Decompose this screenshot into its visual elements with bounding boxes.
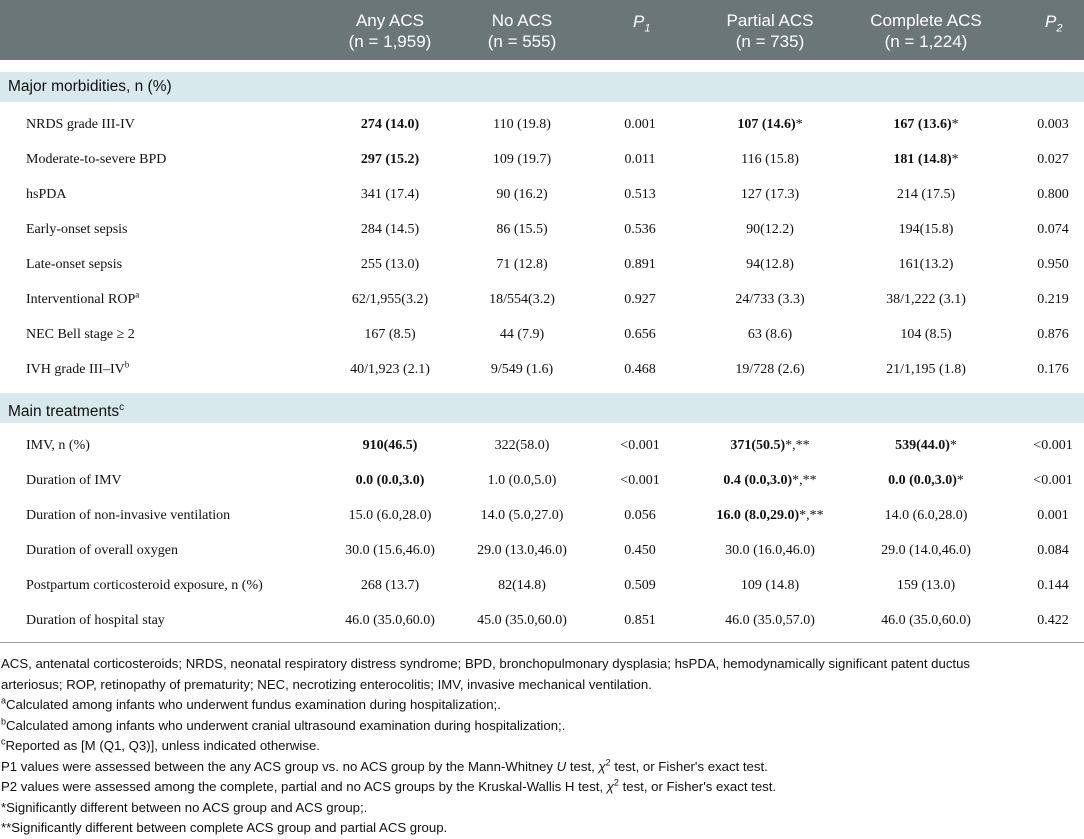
cell-complete: 21/1,195 (1.8) bbox=[886, 362, 966, 377]
cell-p1: 0.001 bbox=[624, 117, 656, 132]
cell-any: 62/1,955(3.2) bbox=[351, 292, 429, 307]
cell-partial: 30.0 (16.0,46.0) bbox=[725, 543, 815, 558]
table-row bbox=[0, 463, 1084, 498]
cell-any: 341 (17.4) bbox=[360, 187, 420, 202]
table-row bbox=[0, 498, 1084, 533]
cell-any: 910(46.5) bbox=[362, 438, 418, 453]
cell-any: 274 (14.0) bbox=[360, 117, 420, 132]
cell-partial: 0.4 (0.0,3.0)*,** bbox=[723, 473, 817, 488]
row-label: Duration of overall oxygen bbox=[26, 543, 179, 558]
section-main-treatments: Main treatments$^c$ bbox=[0, 393, 1084, 423]
cell-p2: 0.176 bbox=[1037, 362, 1069, 377]
cell-p1: 0.056 bbox=[624, 508, 656, 523]
cell-no: 18/554(3.2) bbox=[489, 292, 555, 307]
section-major-morbidities: Major morbidities, n (%) bbox=[0, 72, 1084, 102]
cell-complete: 38/1,222 (3.1) bbox=[886, 292, 966, 307]
row-label: Postpartum corticosteroid exposure, n (%) bbox=[26, 578, 263, 593]
footnote-a: $^a$Calculated among infants who underwent fundus examination during hospitalization;. bbox=[1, 695, 501, 712]
cell-no: 322(58.0) bbox=[494, 438, 550, 453]
cell-no: 44 (7.9) bbox=[499, 327, 545, 342]
row-label: hsPDA bbox=[26, 187, 67, 202]
cell-p2: <0.001 bbox=[1033, 438, 1073, 453]
cell-complete: 161(13.2) bbox=[898, 257, 954, 272]
cell-no: 9/549 (1.6) bbox=[490, 362, 554, 377]
cell-any: 15.0 (6.0,28.0) bbox=[348, 508, 432, 523]
cell-partial: 371(50.5)*,** bbox=[730, 438, 810, 453]
row-label: Moderate-to-severe BPD bbox=[26, 152, 167, 167]
cell-complete: 14.0 (6.0,28.0) bbox=[884, 508, 968, 523]
table-row bbox=[0, 282, 1084, 317]
header-p2: $P_2$ bbox=[1045, 12, 1063, 35]
cell-partial: 90(12.2) bbox=[746, 222, 794, 237]
cell-complete: 539(44.0)* bbox=[895, 438, 957, 453]
row-label: Interventional ROP$^a$ bbox=[26, 289, 140, 307]
cell-partial: 63 (8.6) bbox=[747, 327, 793, 342]
cell-complete: 214 (17.5) bbox=[896, 187, 956, 202]
cell-partial: 109 (14.8) bbox=[740, 578, 800, 593]
cell-p1: 0.509 bbox=[624, 578, 656, 593]
cell-p2: 0.144 bbox=[1037, 578, 1069, 593]
row-label: Duration of non-invasive ventilation bbox=[26, 508, 231, 523]
table-row bbox=[0, 428, 1084, 463]
cell-no: 90 (16.2) bbox=[496, 187, 548, 202]
cell-no: 109 (19.7) bbox=[492, 152, 552, 167]
cell-any: 0.0 (0.0,3.0) bbox=[355, 473, 425, 488]
table-row bbox=[0, 107, 1084, 142]
table-row bbox=[0, 533, 1084, 568]
footnote-double-star: **Significantly different between complete ACS group and partial ACS group. bbox=[1, 820, 448, 835]
cell-p2: 0.876 bbox=[1037, 327, 1069, 342]
cell-p1: 0.450 bbox=[624, 543, 656, 558]
table-footnotes bbox=[0, 654, 1084, 839]
table-row bbox=[0, 352, 1084, 387]
cell-no: 29.0 (13.0,46.0) bbox=[477, 543, 567, 558]
table-bottom-rule bbox=[0, 642, 1084, 643]
footnote-c: $^c$Reported as [M (Q1, Q3)], unless indicated otherwise. bbox=[1, 736, 320, 753]
cell-p1: 0.927 bbox=[624, 292, 656, 307]
cell-p2: 0.219 bbox=[1037, 292, 1069, 307]
table-row bbox=[0, 317, 1084, 352]
cell-p2: 0.422 bbox=[1037, 613, 1069, 628]
cell-partial: 94(12.8) bbox=[746, 257, 794, 272]
row-label: NRDS grade III-IV bbox=[26, 117, 135, 132]
footnote-p2: P2 values were assessed among the complete, partial and no ACS groups by the Kruskal-Wallis H test, $\chi^2$ test, or Fisher's exact test. bbox=[1, 777, 777, 794]
header-any-acs: Any ACS (n = 1,959) bbox=[348, 11, 432, 51]
footnote-p1: P1 values were assessed between the any ACS group vs. no ACS group by the Mann-Whitney U test, $\chi^2$ test, or Fisher's exact test. bbox=[1, 757, 768, 774]
cell-p2: 0.003 bbox=[1037, 117, 1069, 132]
cell-complete: 104 (8.5) bbox=[900, 327, 952, 342]
table-row bbox=[0, 247, 1084, 282]
header-p1: $P_1$ bbox=[633, 12, 651, 35]
cell-p1: 0.011 bbox=[624, 152, 656, 167]
cell-complete: 29.0 (14.0,46.0) bbox=[881, 543, 971, 558]
row-label: NEC Bell stage ≥ 2 bbox=[26, 327, 135, 342]
cell-any: 284 (14.5) bbox=[360, 222, 420, 237]
cell-complete: 0.0 (0.0,3.0)* bbox=[888, 473, 964, 488]
cell-no: 1.0 (0.0,5.0) bbox=[487, 473, 557, 488]
header-partial-acs: Partial ACS (n = 735) bbox=[726, 11, 814, 51]
footnote-star: *Significantly different between no ACS group and ACS group;. bbox=[1, 799, 368, 815]
table-row bbox=[0, 568, 1084, 603]
row-label: IMV, n (%) bbox=[26, 438, 90, 453]
row-label: Early-onset sepsis bbox=[26, 222, 128, 237]
cell-complete: 167 (13.6)* bbox=[893, 117, 959, 132]
cell-p1: 0.891 bbox=[624, 257, 656, 272]
cell-any: 30.0 (15.6,46.0) bbox=[345, 543, 435, 558]
cell-p2: 0.001 bbox=[1037, 508, 1069, 523]
cell-p2: 0.950 bbox=[1037, 257, 1069, 272]
cell-p1: <0.001 bbox=[620, 438, 660, 453]
cell-complete: 46.0 (35.0,60.0) bbox=[881, 613, 971, 628]
footnote-b: $^b$Calculated among infants who underwent cranial ultrasound examination during hospitalization;. bbox=[1, 716, 566, 733]
cell-any: 46.0 (35.0,60.0) bbox=[345, 613, 435, 628]
cell-no: 82(14.8) bbox=[498, 578, 546, 593]
cell-partial: 19/728 (2.6) bbox=[735, 362, 805, 377]
cell-p1: 0.536 bbox=[624, 222, 656, 237]
footnote-abbreviations-1: ACS, antenatal corticosteroids; NRDS, neonatal respiratory distress syndrome; BPD, bronchopulmonary dysplasia; hsPDA, hemodynamically significant patent ductus bbox=[1, 656, 971, 671]
header-no-acs: No ACS (n = 555) bbox=[487, 11, 557, 51]
row-label: Duration of IMV bbox=[26, 473, 122, 488]
cell-p2: 0.027 bbox=[1037, 152, 1069, 167]
cell-p2: 0.084 bbox=[1037, 543, 1069, 558]
cell-p1: 0.468 bbox=[624, 362, 656, 377]
cell-no: 86 (15.5) bbox=[496, 222, 548, 237]
cell-p1: <0.001 bbox=[620, 473, 660, 488]
cell-any: 167 (8.5) bbox=[364, 327, 416, 342]
cell-any: 268 (13.7) bbox=[360, 578, 420, 593]
row-label: Duration of hospital stay bbox=[26, 613, 165, 628]
cell-any: 255 (13.0) bbox=[360, 257, 420, 272]
table-row bbox=[0, 177, 1084, 212]
cell-complete: 181 (14.8)* bbox=[893, 152, 959, 167]
cell-no: 14.0 (5.0,27.0) bbox=[480, 508, 564, 523]
cell-p1: 0.513 bbox=[624, 187, 656, 202]
cell-complete: 159 (13.0) bbox=[896, 578, 956, 593]
table-header bbox=[0, 0, 1084, 60]
cell-partial: 16.0 (8.0,29.0)*,** bbox=[716, 508, 824, 523]
cell-no: 71 (12.8) bbox=[496, 257, 548, 272]
row-label: IVH grade III–$IV^b$ bbox=[26, 359, 130, 377]
cell-p1: 0.851 bbox=[624, 613, 656, 628]
table-row bbox=[0, 603, 1084, 638]
header-complete-acs: Complete ACS (n = 1,224) bbox=[870, 11, 982, 51]
cell-p1: 0.656 bbox=[624, 327, 656, 342]
cell-no: 110 (19.8) bbox=[493, 117, 551, 132]
cell-p2: 0.800 bbox=[1037, 187, 1069, 202]
cell-partial: 24/733 (3.3) bbox=[735, 292, 805, 307]
cell-partial: 116 (15.8) bbox=[741, 152, 799, 167]
cell-complete: 194(15.8) bbox=[898, 222, 954, 237]
cell-partial: 127 (17.3) bbox=[740, 187, 800, 202]
cell-p2: <0.001 bbox=[1033, 473, 1073, 488]
cell-any: 297 (15.2) bbox=[360, 152, 420, 167]
footnote-abbreviations-2: arteriosus; ROP, retinopathy of prematurity; NEC, necrotizing enterocolitis; IMV, invasive mechanical ventilation. bbox=[1, 676, 652, 692]
table-row bbox=[0, 212, 1084, 247]
cell-partial: 46.0 (35.0,57.0) bbox=[725, 613, 815, 628]
table-row bbox=[0, 142, 1084, 177]
cell-partial: 107 (14.6)* bbox=[737, 117, 803, 132]
row-label: Late-onset sepsis bbox=[26, 257, 123, 272]
cell-p2: 0.074 bbox=[1037, 222, 1069, 237]
cell-any: 40/1,923 (2.1) bbox=[350, 362, 430, 377]
cell-no: 45.0 (35.0,60.0) bbox=[477, 613, 567, 628]
